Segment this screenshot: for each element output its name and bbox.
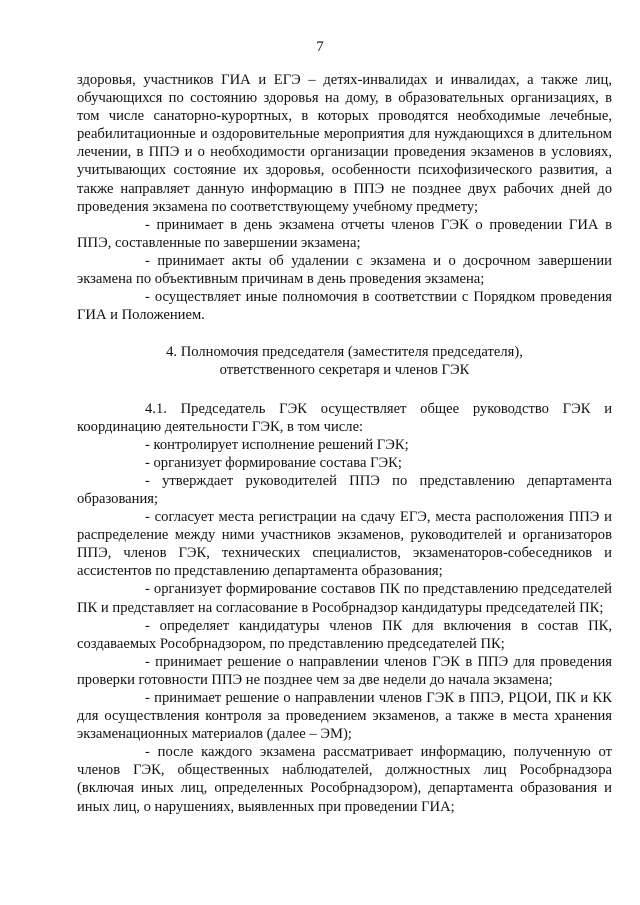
paragraph: - организует формирование состава ГЭК; [145, 454, 402, 471]
section-heading-line-2: ответственного секретаря и членов ГЭК [219, 362, 470, 379]
paragraph: - принимает акты об удалении с экзамена и о досрочном завершении экзамена по объективным причинам в день проведения экзамена; [77, 252, 612, 288]
paragraph: - принимает в день экзамена отчеты членов ГЭК о проведении ГИА в ППЭ, составленные по завершении экзамена; [77, 216, 612, 251]
page-number: 7 [316, 39, 324, 55]
paragraph: - определяет кандидатуры членов ПК для включения в состав ПК, создаваемых Рособрнадзором, по представлению председателей ПК; [77, 617, 612, 652]
paragraph: - осуществляет иные полномочия в соответствии с Порядком проведения ГИА и Положением. [77, 289, 612, 324]
document-body [77, 71, 612, 816]
paragraph: - утверждает руководителей ППЭ по представлению департамента образования; [77, 472, 612, 507]
paragraph: 4.1. Председатель ГЭК осуществляет общее руководство ГЭК и координацию деятельности ГЭК, в том числе: [77, 400, 612, 435]
section-heading-line-1: 4. Полномочия председателя (заместителя председателя), [166, 344, 523, 361]
paragraph: - принимает решение о направлении членов ГЭК в ППЭ для проведения проверки готовности ППЭ не позднее чем за две недели до начала экзамена; [77, 653, 612, 688]
paragraph: - контролирует исполнение решений ГЭК; [145, 436, 409, 453]
paragraph: здоровья, участников ГИА и ЕГЭ – детях-инвалидах и инвалидах, а также лиц, обучающихся по состоянию здоровья на дому, в образовательных организациях, в том числе санаторно-курортных, в которых проводятся необходимые лечебные, реабилитационные и оздоровительные мероприятия для нуждающихся в длительном лечении, в ППЭ и о необходимости организации проведения экзаменов в условиях, учитывающих состояние их здоровья, особенности психофизического развития, а также направляет данную информацию в ППЭ не позднее двух рабочих дней до проведения экзамена по соответствующему учебному предмету; [77, 72, 612, 215]
paragraph: - согласует места регистрации на сдачу ЕГЭ, места расположения ППЭ и распределение между ними участников экзаменов, руководителей и организаторов ППЭ, членов ГЭК, технических специалистов, экзаменаторов-собеседников и ассистентов по представлению департамента образования; [77, 509, 612, 580]
paragraph: - принимает решение о направлении членов ГЭК в ППЭ, РЦОИ, ПК и КК для осуществления контроля за проведением экзаменов, а также в места хранения экзаменационных материалов (далее – ЭМ); [77, 690, 612, 743]
paragraph: - организует формирование составов ПК по представлению председателей ПК и представляет на согласование в Рособрнадзор кандидатуры председателей ПК; [77, 581, 612, 616]
section-heading [77, 343, 612, 379]
paragraphs-before-heading [77, 71, 612, 324]
paragraphs-after-heading [77, 400, 612, 816]
paragraph: - после каждого экзамена рассматривает информацию, полученную от членов ГЭК, общественных наблюдателей, должностных лиц Рособрнадзора (включая иных лиц, определенных Рособрнадзором), департамента образования и иных лиц, о нарушениях, выявленных при проведении ГИА; [77, 744, 612, 815]
